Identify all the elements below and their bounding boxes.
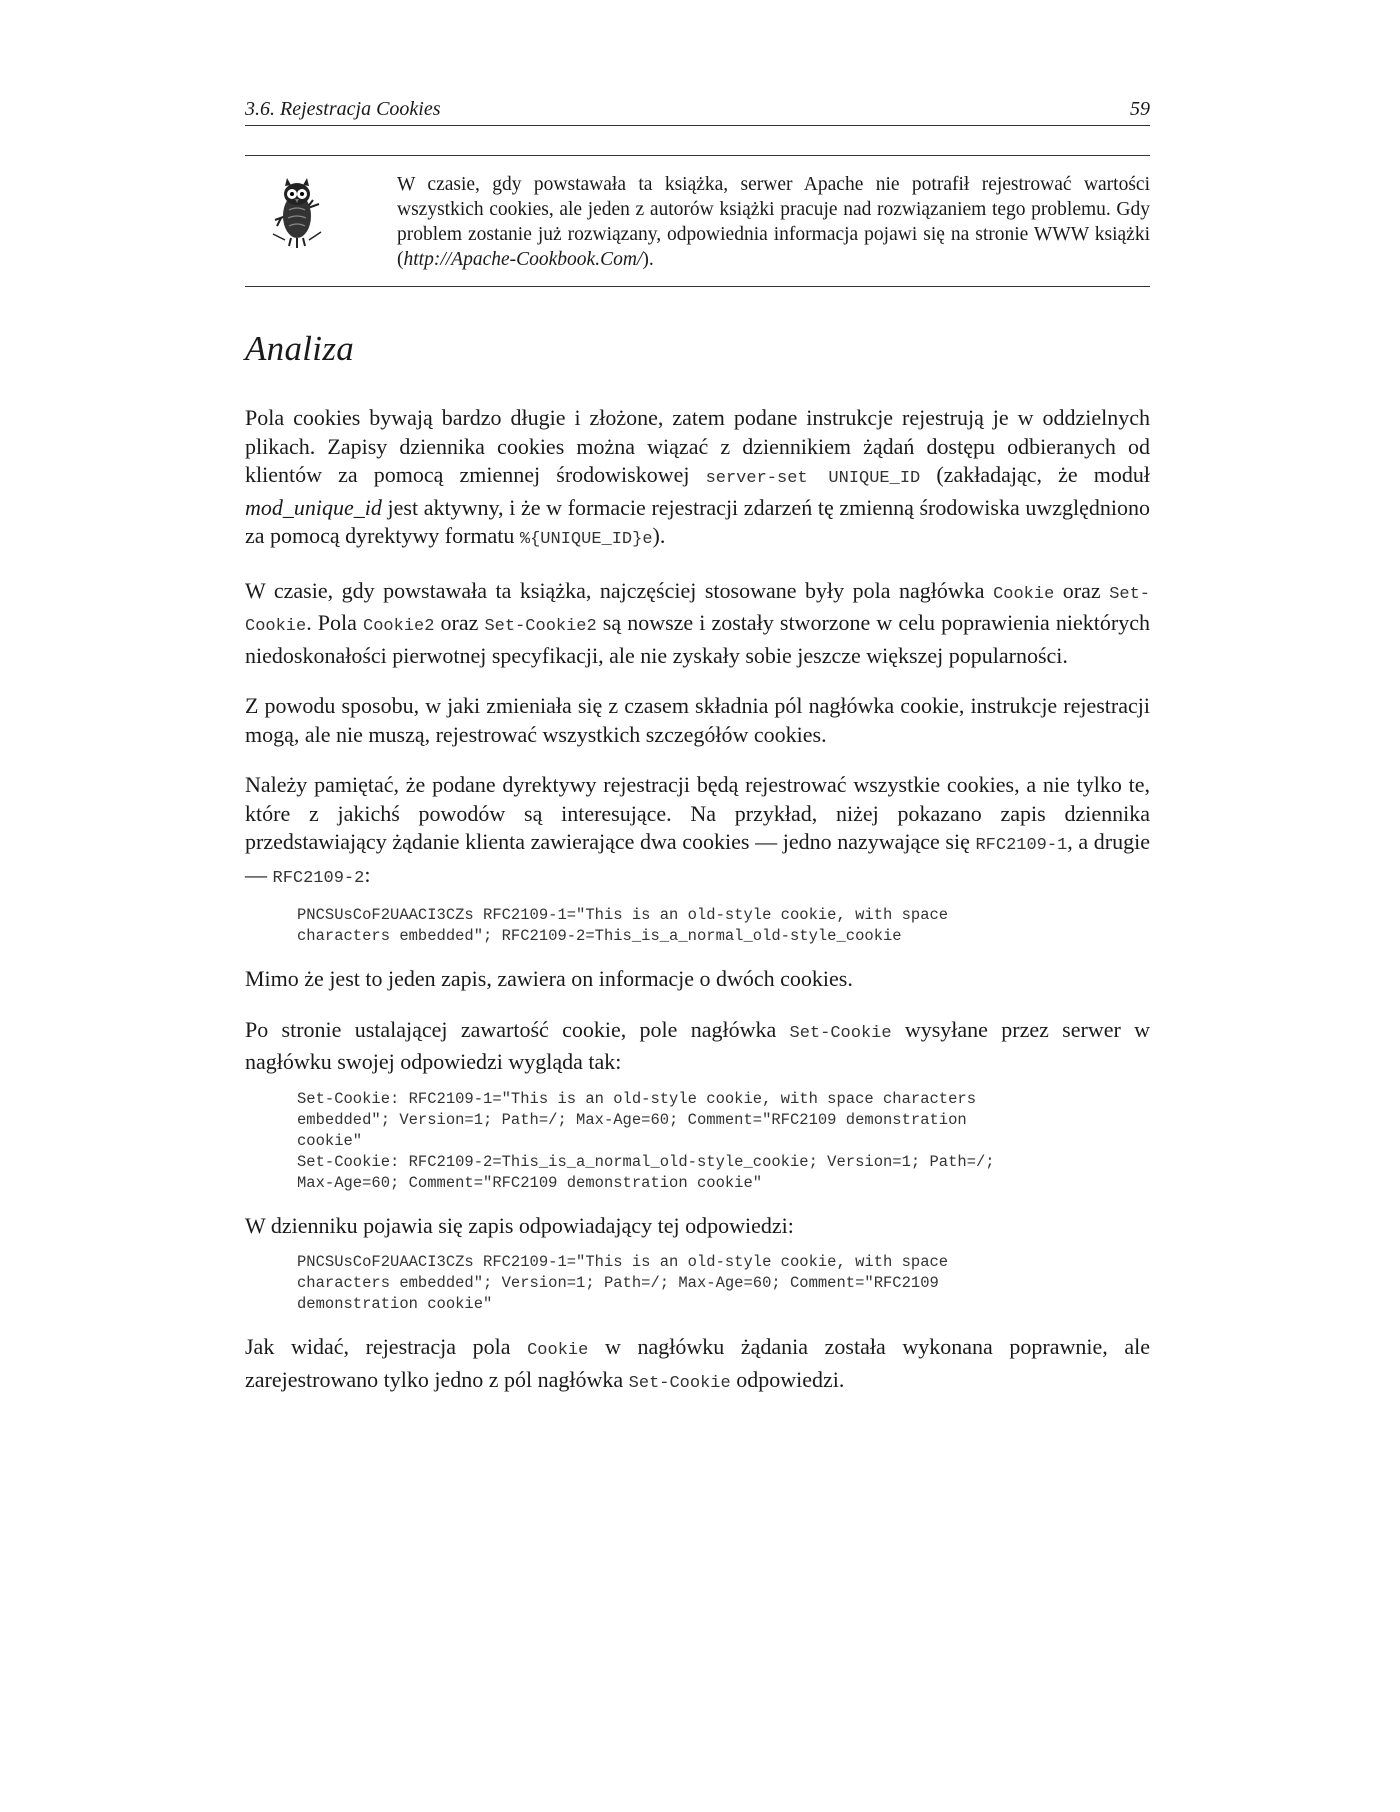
note-box (245, 155, 1150, 287)
paragraph-3: Z powodu sposobu, w jaki zmieniała się z czasem składnia pól nagłówka cookie, instrukcje rejestracji mogą, ale nie muszą, rejestrować wszystkich szczegółów cookies. (245, 693, 1150, 747)
book-page (245, 98, 1150, 1398)
section-title: Analiza (245, 329, 355, 368)
running-header (245, 98, 1150, 126)
code-block-log-response: PNCSUsCoF2UAACI3CZs RFC2109-1="This is an old-style cookie, with space characters embedded"; Version=1; Path=/; Max-Age=60; Comment="RFC2109 demonstration cookie" (297, 1253, 949, 1313)
paragraph-1: Pola cookies bywają bardzo długie i złożone, zatem podane instrukcje rejestrują je w oddzielnych plikach. Zapisy dziennika cookies można wiązać z dziennikiem żądań dostępu odbieranych od klientów za pomocą zmiennej środowiskowej server-set UNIQUE_ID (zakładając, że moduł mod_unique_id jest aktywny, i że w formacie rejestracji zdarzeń tę zmienną środowiska uwzględniono za pomocą dyrektywy formatu %{UNIQUE_ID}e). (245, 405, 1150, 549)
body-text (245, 404, 1150, 1398)
code-block-log-request: PNCSUsCoF2UAACI3CZs RFC2109-1="This is an old-style cookie, with space characters embedded"; RFC2109-2=This_is_a_normal_old-style_cookie (297, 906, 949, 945)
paragraph-4: Należy pamiętać, że podane dyrektywy rejestracji będą rejestrować wszystkie cookies, a nie tylko te, które z jakichś powodów są interesujące. Na przykład, niżej pokazano zapis dziennika przedstawiający żądanie klienta zawierające dwa cookies — jedno nazywające się RFC2109-1, a drugie — RFC2109-2: (245, 772, 1150, 888)
section-heading: 3.6. Rejestracja Cookies (245, 98, 441, 120)
paragraph-8: Jak widać, rejestracja pola Cookie w nagłówku żądania została wykonana poprawnie, ale zarejestrowano tylko jedno z pól nagłówka Set-Cookie odpowiedzi. (245, 1334, 1151, 1393)
paragraph-6: Po stronie ustalającej zawartość cookie, pole nagłówka Set-Cookie wysyłane przez serwer w nagłówku swojej odpowiedzi wygląda tak: (245, 1016, 1150, 1074)
page-number: 59 (1130, 98, 1150, 120)
owl-icon (267, 174, 327, 254)
paragraph-2: W czasie, gdy powstawała ta książka, najczęściej stosowane były pola nagłówka Cookie oraz Set-Cookie. Pola Cookie2 oraz Set-Cookie2 są nowsze i zostały stworzone w celu poprawienia niektórych niedoskonałości pierwotnej specyfikacji, ale nie zyskały sobie jeszcze większej popularności. (245, 577, 1150, 668)
paragraph-7: W dzienniku pojawia się zapis odpowiadający tej odpowiedzi: (245, 1212, 794, 1238)
code-block-set-cookie: Set-Cookie: RFC2109-1="This is an old-style cookie, with space characters embedded"; Version=1; Path=/; Max-Age=60; Comment="RFC2109 demonstration cookie" Set-Cookie: RFC2109-2=This_is_a_normal_old-style_cookie; Version=1; Path=/; Max-Age=60; Comment="RFC2109 demonstration cookie" (297, 1089, 995, 1192)
book-url[interactable]: http://Apache-Cookbook.Com/ (403, 249, 643, 270)
note-text: W czasie, gdy powstawała ta książka, serwer Apache nie potrafił rejestrować wartości wszystkich cookies, ale jeden z autorów książki pracuje nad rozwiązaniem tego problemu. Gdy problem zostanie już rozwiązany, odpowiednia informacja pojawi się na stronie WWW książki (http://Apache-Cookbook.Com/). (397, 174, 1150, 270)
paragraph-5: Mimo że jest to jeden zapis, zawiera on informacje o dwóch cookies. (245, 966, 853, 991)
